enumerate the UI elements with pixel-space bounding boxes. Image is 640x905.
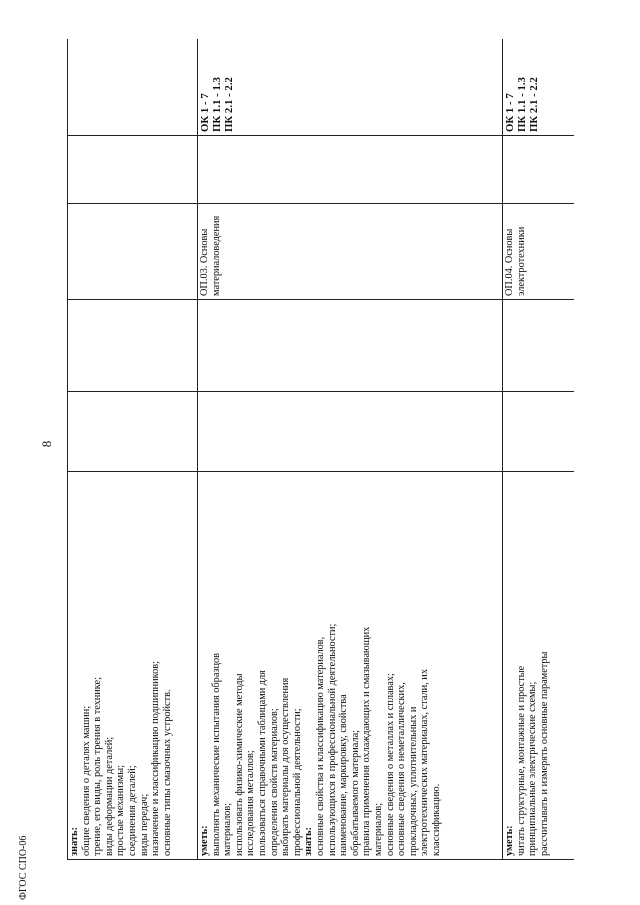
requirement-line: простые механизмы; xyxy=(115,765,127,856)
requirement-line: материалов; xyxy=(222,802,234,856)
discipline-cell xyxy=(68,204,198,300)
requirement-line: использующихся в профессиональной деятельности; xyxy=(326,623,338,856)
requirement-line: основные свойства и классификацию материалов, xyxy=(314,636,326,856)
empty-cell xyxy=(198,392,503,472)
footer-standard-code: ФГОС СПО-06 xyxy=(18,835,29,900)
requirement-line: основные типы смазочных устройств. xyxy=(161,689,173,856)
empty-cell xyxy=(198,300,503,392)
requirement-line: основные сведения о неметаллических, xyxy=(396,682,408,856)
section-label: уметь: xyxy=(199,825,210,856)
requirements-cell xyxy=(68,472,198,860)
codes-cell xyxy=(198,39,503,136)
section-label: уметь: xyxy=(504,825,515,856)
competency-code: ПК 1.1 - 1.3 xyxy=(211,77,223,132)
requirements-cell xyxy=(198,472,503,860)
requirement-line: принципиальные электрические схемы; xyxy=(527,681,539,856)
requirement-line: виды передач; xyxy=(138,793,150,856)
table-row xyxy=(68,39,198,860)
requirements-cell xyxy=(503,472,575,860)
requirement-line: определения свойств материалов; xyxy=(268,708,280,856)
requirement-line: соединения деталей; xyxy=(126,765,138,856)
requirement-line: классификацию. xyxy=(430,783,442,856)
competency-table-region xyxy=(67,39,574,860)
requirement-line: электротехнических материалах, стали, их xyxy=(419,669,431,856)
page-number: 8 xyxy=(39,440,54,448)
section-label: знать: xyxy=(303,827,315,856)
empty-cell xyxy=(68,136,198,204)
competency-table xyxy=(67,39,574,860)
requirement-line: профессиональной деятельности; xyxy=(291,708,303,856)
requirement-line: исследования металлов; xyxy=(245,750,257,856)
requirement-line: рассчитывать и измерять основные параметры xyxy=(538,651,550,856)
requirement-line: использовать физико-химические методы xyxy=(233,673,245,856)
empty-cell xyxy=(503,136,575,204)
empty-cell xyxy=(503,392,575,472)
empty-cell xyxy=(68,392,198,472)
requirement-line: материалов; xyxy=(372,802,384,856)
requirement-line: наименование, маркировку, свойства xyxy=(338,694,350,856)
codes-cell xyxy=(68,39,198,136)
empty-cell xyxy=(68,300,198,392)
requirement-line: общие сведения о деталях машин; xyxy=(80,705,92,856)
competency-code: ОК 1 - 7 xyxy=(199,93,211,132)
competency-code: ПК 2.1 - 2.2 xyxy=(223,77,235,132)
requirement-line: читать структурные, монтажные и простые xyxy=(515,665,527,856)
requirement-line: основные сведения о металлах и сплавах; xyxy=(384,673,396,856)
section-label: знать: xyxy=(69,827,80,856)
requirement-line: назначение и классификацию подшипников; xyxy=(150,661,162,856)
competency-code: ПК 2.1 - 2.2 xyxy=(528,77,540,132)
requirement-line: обрабатываемого материала; xyxy=(349,730,361,856)
requirement-line: прокладочных, уплотнительных и xyxy=(407,706,419,856)
empty-cell xyxy=(503,300,575,392)
requirement-line: выбирать материалы для осуществления xyxy=(280,677,292,856)
discipline-cell: ОП.04. Основы электротехники xyxy=(503,204,575,300)
table-row xyxy=(503,39,575,860)
empty-cell xyxy=(198,136,503,204)
competency-code: ОК 1 - 7 xyxy=(504,93,516,132)
requirement-line: выполнять механические испытания образцов xyxy=(210,653,222,856)
requirement-line: виды деформации деталей; xyxy=(103,736,115,856)
codes-cell xyxy=(503,39,575,136)
requirement-line: правила применения охлаждающих и смазывающих xyxy=(361,626,373,856)
rotated-page-content xyxy=(67,39,574,860)
requirement-line: пользоваться справочными таблицами для xyxy=(256,670,268,856)
discipline-cell: ОП.03. Основы материаловедения xyxy=(198,204,503,300)
competency-code: ПК 1.1 - 1.3 xyxy=(516,77,528,132)
table-row xyxy=(198,39,503,860)
requirement-line: трение, его виды, роль трения в технике; xyxy=(92,677,104,856)
